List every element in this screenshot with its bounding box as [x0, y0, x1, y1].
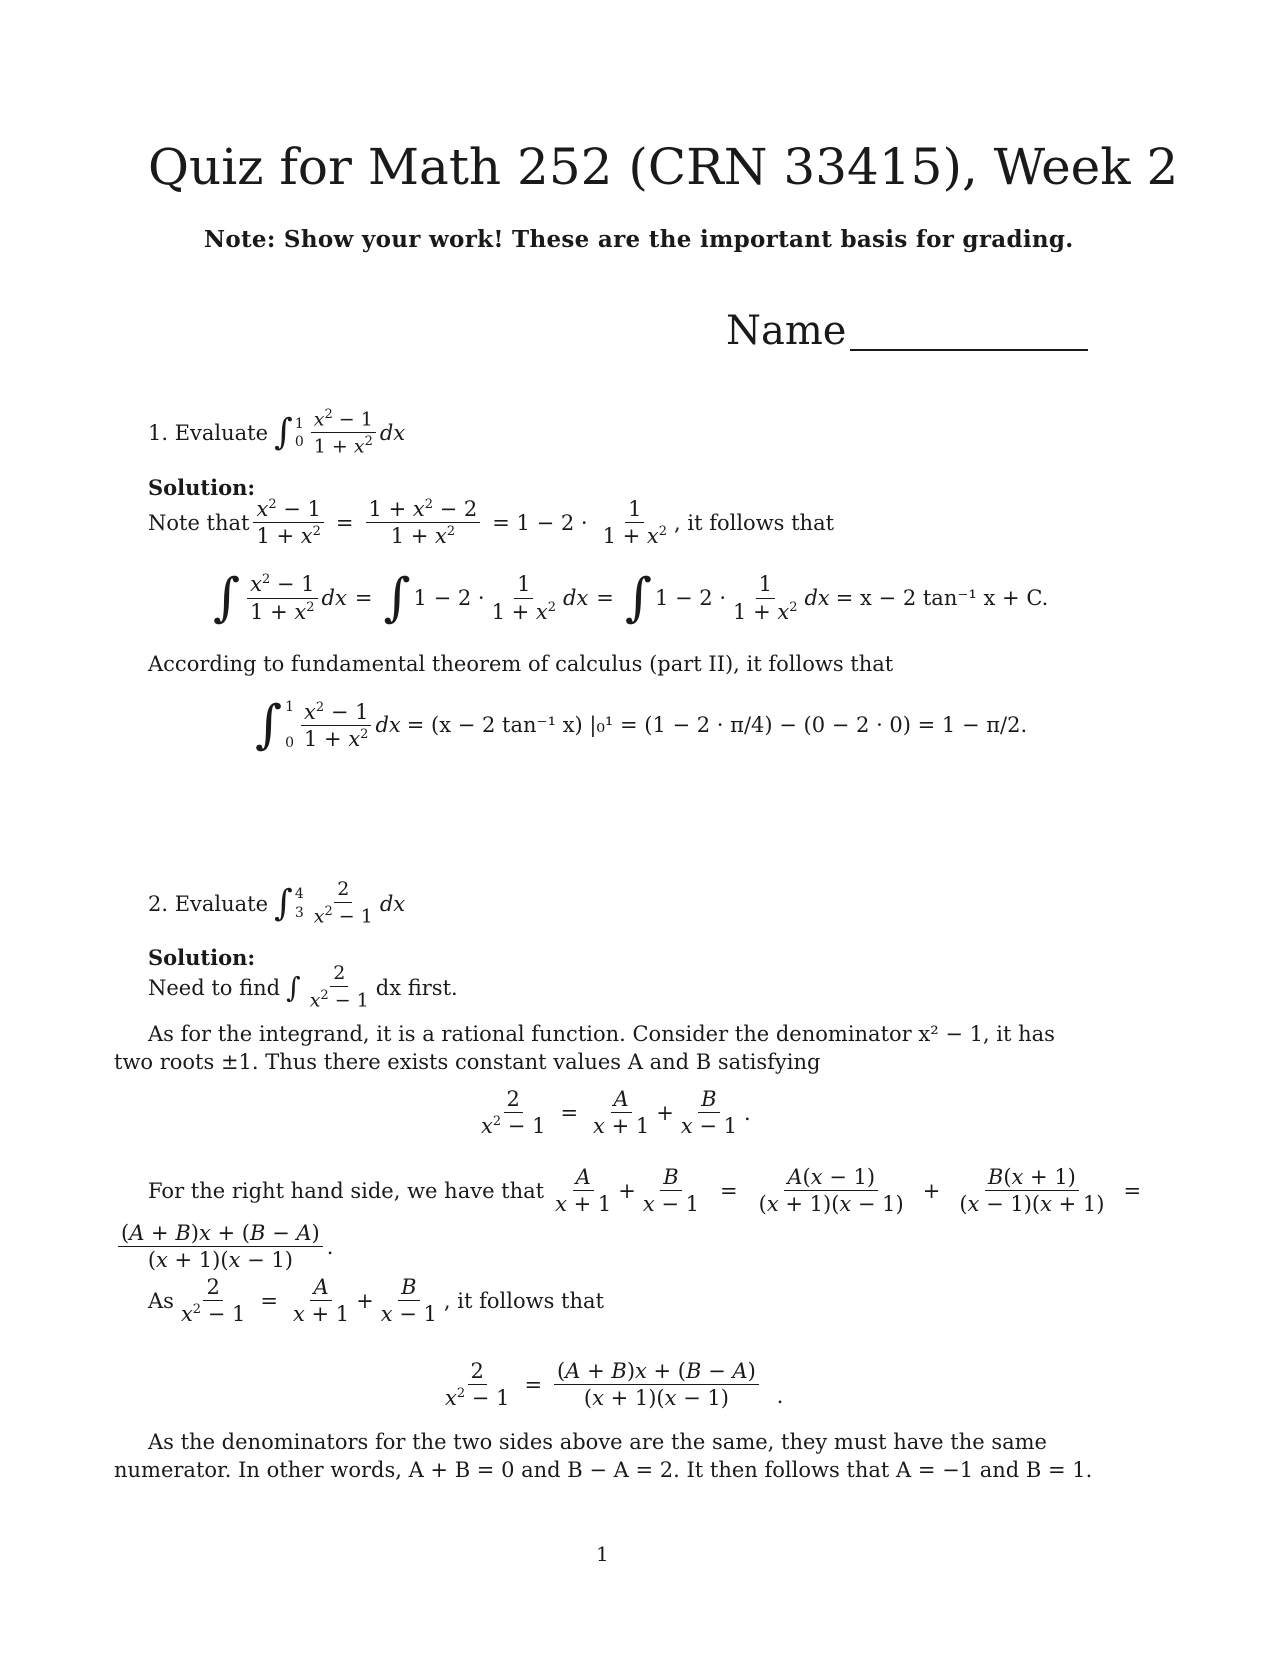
q2-rhs-equation: For the right hand side, we have that $\frac{A}{x + 1}$ + $\frac{B}{x - 1}$ = $\frac{A(x - 1)}{(x + 1)(x - 1)}$ + $\frac{B(x + 1)}{(x - 1)(x + 1)}$ =	[148, 1165, 1142, 1217]
it-follows-text: , it follows that	[443, 1288, 604, 1313]
q2-rhs-combined: $\frac{(A + B)x + (B - A)}{(x + 1)(x - 1)}$ .	[114, 1222, 333, 1271]
fraction: $\frac{2}{x^2 - 1}$	[445, 1359, 510, 1411]
name-blank-line	[850, 349, 1088, 351]
fraction: $\frac{x^2 - 1}{1 + x^2}$	[301, 701, 371, 750]
q2-partial-fraction-equation: $\frac{2}{x^2 - 1}$ = $\frac{A}{x + 1}$ + $\frac{B}{x - 1}$ .	[474, 1088, 751, 1137]
fraction: $\frac{A}{x + 1}$	[555, 1165, 612, 1217]
fraction: $\frac{x^2 - 1}{1 + x^2}$	[253, 498, 323, 547]
antiderivative-result: = x − 2 tan⁻¹ x + C.	[835, 586, 1049, 610]
q2-numerator-equation: $\frac{2}{x^2 - 1}$ = $\frac{(A + B)x + (B - A)}{(x + 1)(x - 1)}$ .	[438, 1360, 783, 1409]
q1-note-equation: Note that $\frac{x^2 - 1}{1 + x^2}$ = $\frac{1 + x^2 - 2}{1 + x^2}$ = 1 − 2 · $\frac{1}{1 + x^2}$ , it follows that	[148, 497, 835, 549]
q2-prompt: 2. Evaluate ∫ 4 3 $\frac{2}{x^2 - 1}$ dx	[148, 878, 406, 928]
integral-sign: ∫	[274, 882, 293, 924]
note-that-text: Note that	[148, 510, 250, 535]
fraction: $\frac{2}{x^2 - 1}$	[309, 962, 369, 1012]
fraction: $\frac{B(x + 1)}{(x - 1)(x + 1)}$	[959, 1165, 1105, 1217]
fraction: $\frac{B}{x - 1}$	[380, 1275, 437, 1327]
integral-sign: ∫	[255, 695, 283, 756]
integral-limits: 4 3	[294, 886, 304, 921]
rhs-intro-text: For the right hand side, we have that	[148, 1178, 545, 1203]
fraction: $\frac{A(x - 1)}{(x + 1)(x - 1)}$	[758, 1165, 904, 1217]
quiz-title: Quiz for Math 252 (CRN 33415), Week 2	[148, 138, 1179, 196]
q2-as-equation: As $\frac{2}{x^2 - 1}$ = $\frac{A}{x + 1}$ + $\frac{B}{x - 1}$ , it follows that	[148, 1275, 604, 1327]
q2-integrand-paragraph: As for the integrand, it is a rational function. Consider the denominator x² − 1, it has two roots ±1. Thus there exists constant values A and B satisfying	[114, 1022, 1055, 1074]
grading-note: Note: Show your work! These are the important basis for grading.	[204, 226, 1074, 253]
q2-need-to-find	[148, 964, 458, 1011]
fraction: $\frac{B}{x - 1}$	[642, 1165, 700, 1217]
page-number: 1	[596, 1542, 609, 1566]
name-label: Name	[726, 308, 847, 354]
fraction: $\frac{2}{x^2 - 1}$	[481, 1087, 546, 1139]
fraction: $\frac{B}{x - 1}$	[680, 1087, 737, 1139]
integral-sign: ∫	[383, 568, 411, 628]
q1-ftc-text: According to fundamental theorem of calculus (part II), it follows that	[148, 652, 894, 676]
integral-sign: ∫	[286, 970, 301, 1004]
integral-limits: 1 0	[285, 699, 295, 752]
integral-sign: ∫	[213, 568, 241, 628]
it-follows-text: , it follows that	[674, 510, 835, 535]
fraction: $\frac{x^2 - 1}{1 + x^2}$	[311, 408, 376, 458]
first-text: dx first.	[375, 975, 458, 1000]
q1-antiderivative-equation: ∫ $\frac{x^2 - 1}{1 + x^2}$ dx = ∫ 1 − 2 · $\frac{1}{1 + x^2}$ dx = ∫ 1 − 2 · $\frac{1}{1 + x^2}$ dx = x − 2 tan⁻¹ x + C.	[213, 568, 1049, 628]
q1-solution-label: Solution:	[148, 475, 256, 500]
q2-conclusion: As the denominators for the two sides above are the same, they must have the same numerator. In other words, A + B = 0 and B − A = 2. It then follows that A = −1 and B = 1.	[114, 1430, 1093, 1482]
fraction: $\frac{1}{1 + x^2}$	[491, 572, 556, 624]
q1-prompt: 1. Evaluate ∫ 1 0 $\frac{x^2 - 1}{1 + x^2}$ dx	[148, 407, 406, 458]
q1-prompt-text: 1. Evaluate	[148, 420, 269, 445]
integral-sign: ∫	[624, 568, 652, 628]
fraction: $\frac{(A + B)x + (B - A)}{(x + 1)(x - 1)}$	[554, 1360, 759, 1409]
integral-limits: 1 0	[294, 415, 304, 450]
as-text: As	[148, 1288, 174, 1313]
q2-prompt-text: 2. Evaluate	[148, 891, 269, 916]
fraction: $\frac{2}{x^2 - 1}$	[180, 1275, 246, 1327]
fraction: $\frac{2}{x^2 - 1}$	[313, 878, 373, 928]
fraction: $\frac{x^2 - 1}{1 + x^2}$	[247, 573, 317, 622]
fraction: $\frac{1}{1 + x^2}$	[733, 572, 798, 624]
fraction: $\frac{A}{x + 1}$	[593, 1087, 650, 1139]
q1-definite-equation: ∫ 1 0 $\frac{x^2 - 1}{1 + x^2}$ dx = (x − 2 tan⁻¹ x) |₀¹ = (1 − 2 · π/4) − (0 − 2 · 0) = 1 − π/2.	[255, 695, 1028, 756]
fraction: $\frac{A}{x + 1}$	[293, 1275, 350, 1327]
q2-solution-label: Solution:	[148, 945, 256, 970]
fraction: $\frac{1 + x^2 - 2}{1 + x^2}$	[366, 498, 481, 547]
evaluation-result: = (x − 2 tan⁻¹ x) |₀¹ = (1 − 2 · π/4) − (0 − 2 · 0) = 1 − π/2.	[406, 713, 1028, 738]
fraction: $\frac{1}{1 + x^2}$	[602, 497, 668, 549]
integral-sign: ∫	[274, 411, 293, 453]
fraction: $\frac{(A + B)x + (B - A)}{(x + 1)(x - 1)}$	[118, 1222, 323, 1271]
need-to-find-text: Need to find	[148, 975, 281, 1000]
